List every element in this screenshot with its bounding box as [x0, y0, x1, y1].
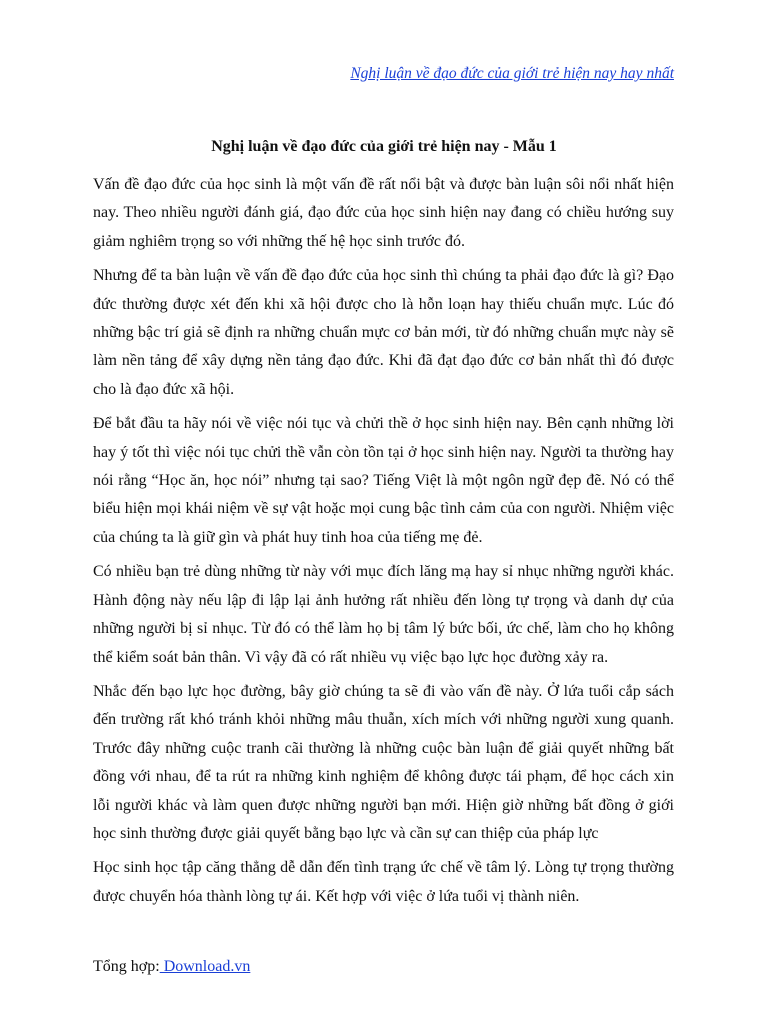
- footer-label: Tổng hợp:: [93, 958, 160, 975]
- paragraph: Có nhiều bạn trẻ dùng những từ này với mục đích lăng mạ hay sỉ nhục những người khác. Hành động này nếu lập đi lập lại ảnh hưởng rất nhiều đến lòng tự trọng và danh dự của những người bị sỉ nhục. Từ đó có thể làm họ bị tâm lý bức bối, ức chế, làm cho họ không thể kiểm soát bản thân. Vì vậy đã có rất nhiều vụ việc bạo lực học đường xảy ra.: [93, 563, 674, 666]
- paragraph: Học sinh học tập căng thẳng dễ dẫn đến tình trạng ức chế về tâm lý. Lòng tự trọng thường được chuyển hóa thành lòng tự ái. Kết hợp với việc ở lứa tuổi vị thành niên.: [93, 859, 674, 905]
- paragraph: Vấn đề đạo đức của học sinh là một vấn đề rất nổi bật và được bàn luận sôi nổi nhất hiện nay. Theo nhiều người đánh giá, đạo đức của học sinh hiện nay đang có chiều hướng suy giảm nghiêm trọng so với những thế hệ học sinh trước đó.: [93, 176, 674, 250]
- paragraph: Để bắt đầu ta hãy nói về việc nói tục và chửi thề ở học sinh hiện nay. Bên cạnh những lời hay ý tốt thì việc nói tục chửi thề vẫn còn tồn tại ở học sinh hiện nay. Người ta thường hay nói rằng “Học ăn, học nói” nhưng tại sao? Tiếng Việt là một ngôn ngữ đẹp đẽ. Nó có thể biểu hiện mọi khái niệm về sự vật hoặc mọi cung bậc tình cảm của con người. Nhiệm việc của chúng ta là giữ gìn và phát huy tinh hoa của tiếng mẹ đẻ.: [93, 415, 674, 546]
- footer: [93, 958, 250, 976]
- document-title: Nghị luận về đạo đức của giới trẻ hiện nay - Mẫu 1: [211, 138, 557, 155]
- paragraph: Nhắc đến bạo lực học đường, bây giờ chúng ta sẽ đi vào vấn đề này. Ở lứa tuổi cắp sách đến trường rất khó tránh khỏi những mâu thuẫn, xích mích với những người xung quanh. Trước đây những cuộc tranh cãi thường là những cuộc bàn luận để giải quyết những bất đồng với nhau, để ta rút ra những kinh nghiệm để không được tái phạm, để học cách xin lỗi người khác và làm quen được những người bạn mới. Hiện giờ những bất đồng ở giới học sinh thường được giải quyết bằng bạo lực và cần sự can thiệp của pháp lực: [93, 682, 674, 842]
- paragraph: Nhưng để ta bàn luận về vấn đề đạo đức của học sinh thì chúng ta phải đạo đức là gì? Đạo đức thường được xét đến khi xã hội được cho là hỗn loạn hay thiếu chuẩn mực. Lúc đó những bậc trí giả sẽ định ra những chuẩn mực cơ bản mới, từ đó những chuẩn mực này sẽ làm nền tảng để xây dựng nền tảng đạo đức. Khi đã đạt đạo đức cơ bản nhất thì đó được cho là đạo đức xã hội.: [93, 267, 674, 398]
- header-title-link[interactable]: Nghị luận về đạo đức của giới trẻ hiện nay hay nhất: [350, 65, 674, 82]
- document-body: [93, 171, 674, 917]
- footer-source-link[interactable]: Download.vn: [159, 958, 251, 975]
